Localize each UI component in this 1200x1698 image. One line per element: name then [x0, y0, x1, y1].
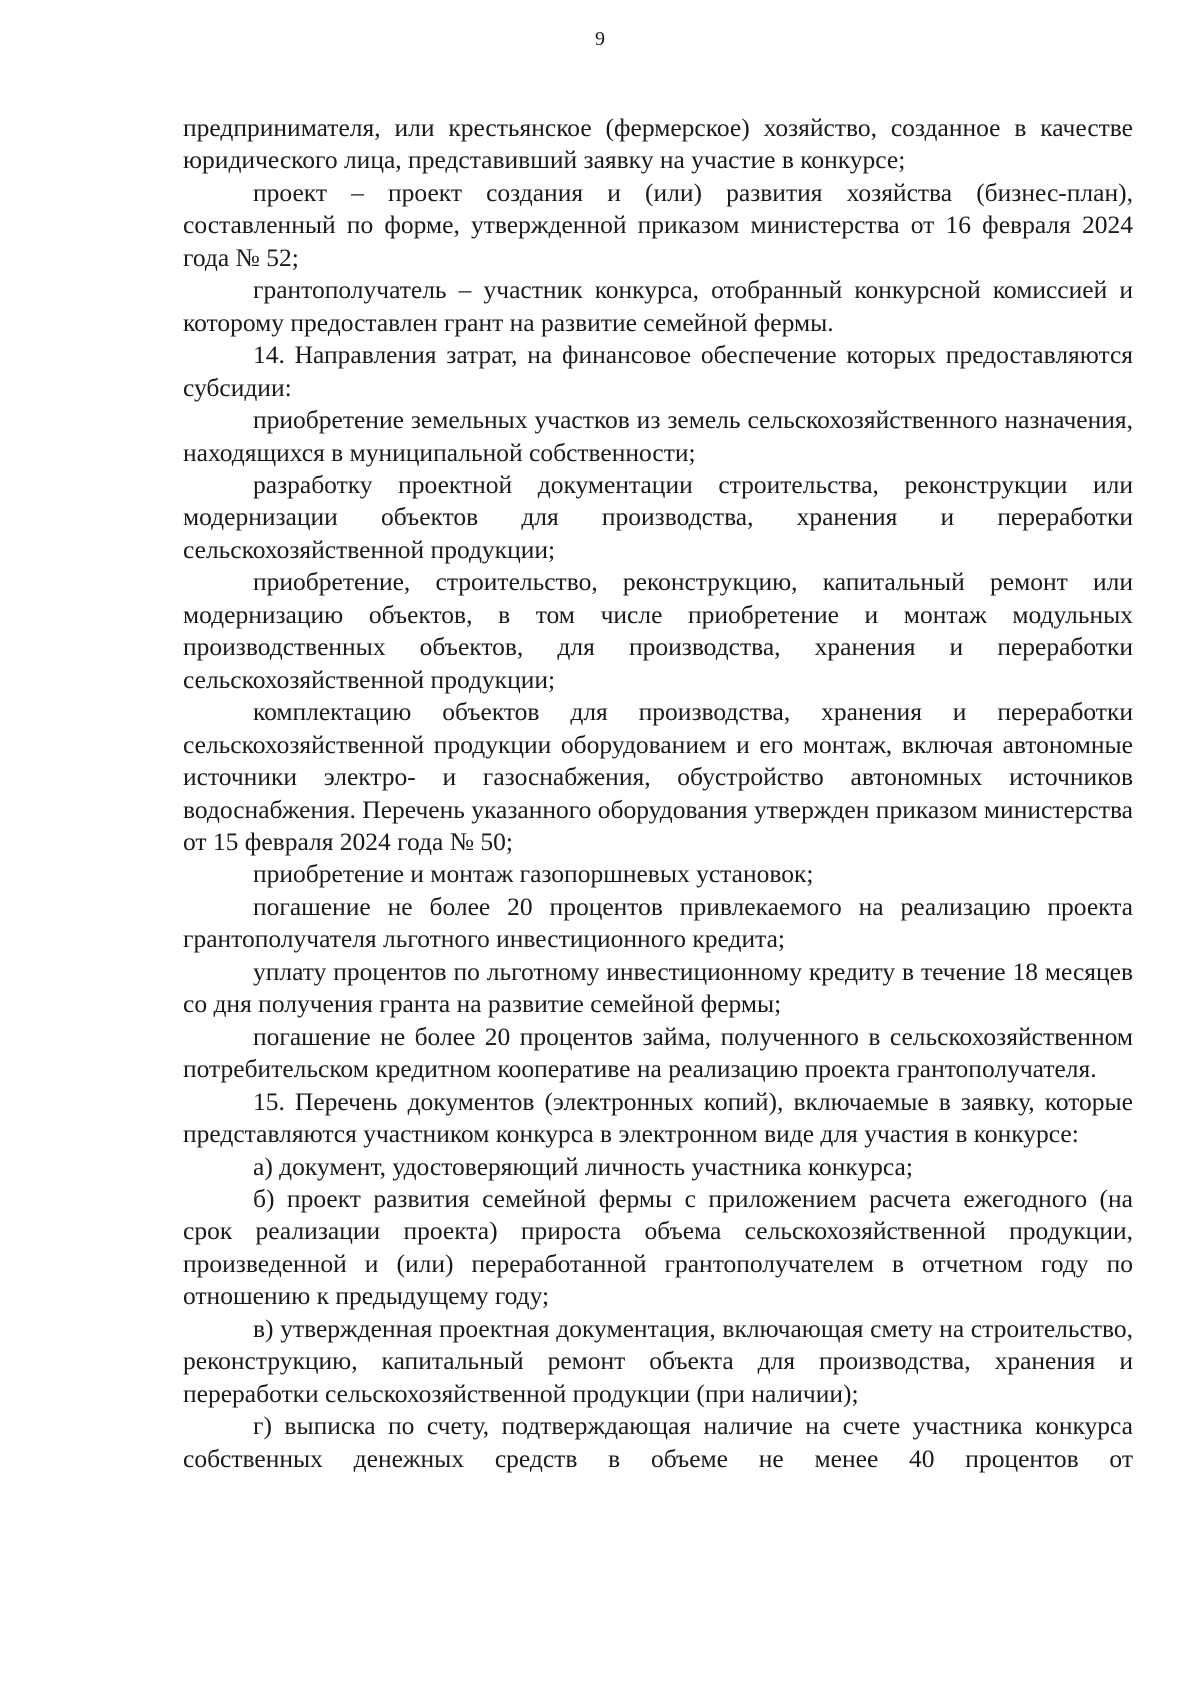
paragraph-item-a: а) документ, удостоверяющий личность участника конкурса; — [253, 1151, 913, 1181]
paragraph-gas-piston-units: приобретение и монтаж газопоршневых установок; — [253, 859, 814, 889]
paragraph-equipment: комплектацию объектов для производства, хранения и переработки сельскохозяйственной продукции оборудованием и его монтаж, включая автономные источники электро- и газоснабжения, обустройство автономных источников водоснабжения. Перечень указанного оборудования утвержден приказом министерства от 15 февраля 2024 года № 50; — [183, 697, 1133, 856]
paragraph-project-definition: проект – проект создания и (или) развития хозяйства (бизнес-план), составленный по форме, утвержденной приказом министерства от 16 февраля 2024 года № 52; — [183, 177, 1133, 272]
paragraph-construction: приобретение, строительство, реконструкцию, капитальный ремонт или модернизацию объектов, в том числе приобретение и монтаж модульных производственных объектов, для производства, хранения и переработки сельскохозяйственной продукции; — [183, 567, 1133, 694]
paragraph-design-documentation: разработку проектной документации строительства, реконструкции или модернизации объектов для производства, хранения и переработки сельскохозяйственной продукции; — [183, 469, 1133, 564]
paragraph-item-v: в) утвержденная проектная документация, включающая смету на строительство, реконструкцию, капитальный ремонт объекта для производства, хранения и переработки сельскохозяйственной продукции (при наличии); — [183, 1313, 1133, 1408]
paragraph-interest-payment: уплату процентов по льготному инвестиционному кредиту в течение 18 месяцев со дня получения гранта на развитие семейной фермы; — [183, 956, 1133, 1019]
paragraph-section-14-heading: 14. Направления затрат, на финансовое обеспечение которых предоставляются субсидии: — [183, 340, 1133, 402]
paragraph-continuation: предпринимателя, или крестьянское (фермерское) хозяйство, созданное в качестве юридического лица, представивший заявку на участие в конкурсе; — [183, 113, 1133, 175]
paragraph-land-acquisition: приобретение земельных участков из земель сельскохозяйственного назначения, находящихся в муниципальной собственности; — [183, 405, 1133, 467]
paragraph-loan-repayment: погашение не более 20 процентов привлекаемого на реализацию проекта грантополучателя льготного инвестиционного кредита; — [183, 891, 1133, 954]
document-body — [183, 112, 1133, 1475]
paragraph-cooperative-loan: погашение не более 20 процентов займа, полученного в сельскохозяйственном потребительском кредитном кооперативе на реализацию проекта грантополучателя. — [183, 1021, 1133, 1084]
paragraph-item-b: б) проект развития семейной фермы с приложением расчета ежегодного (на срок реализации проекта) прироста объема сельскохозяйственной продукции, произведенной и (или) переработанной грантополучателем в отчетном году по отношению к предыдущему году; — [183, 1183, 1133, 1311]
paragraph-section-15-heading: 15. Перечень документов (электронных копий), включаемые в заявку, которые представляются участником конкурса в электронном виде для участия в конкурсе: — [183, 1086, 1133, 1149]
paragraph-item-g: г) выписка по счету, подтверждающая наличие на счете участника конкурса собственных денежных средств в объеме не менее 40 процентов от — [183, 1411, 1133, 1473]
page-number: 9 — [595, 28, 605, 50]
paragraph-grant-recipient-definition: грантополучатель – участник конкурса, отобранный конкурсной комиссией и которому предоставлен грант на развитие семейной фермы. — [183, 275, 1133, 337]
